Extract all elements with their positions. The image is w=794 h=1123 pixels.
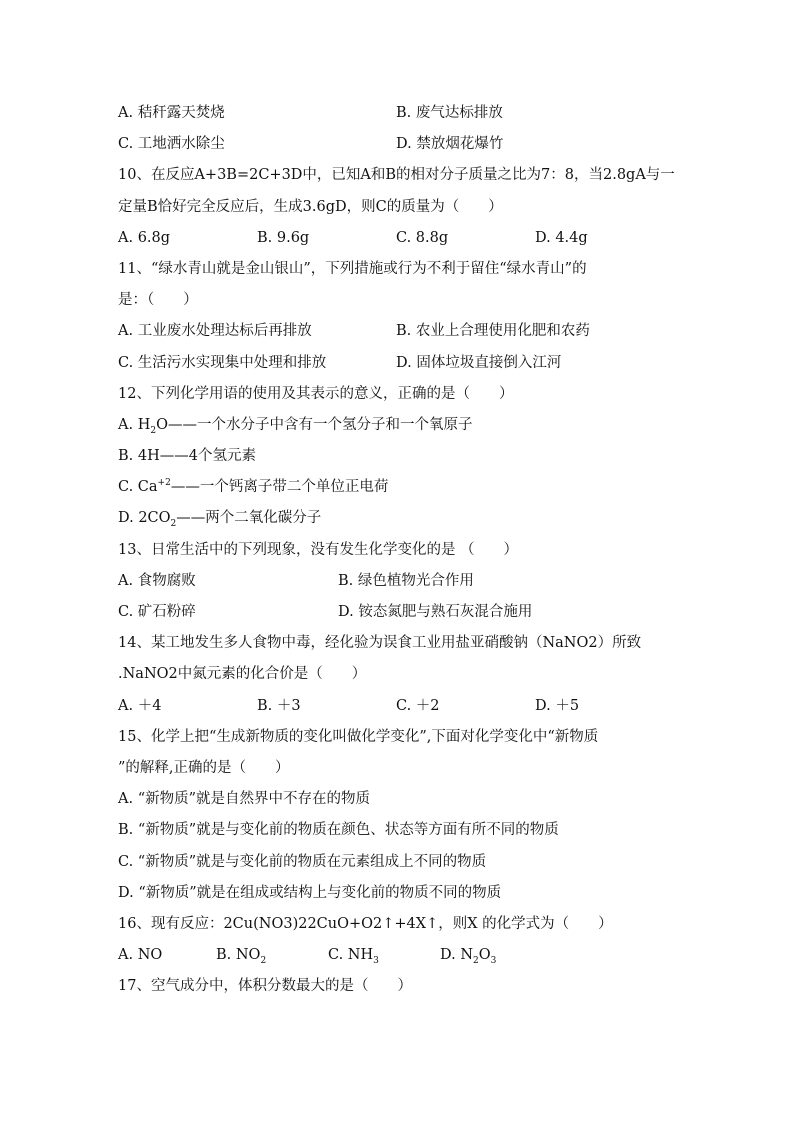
q14-option-b: B. ＋3 xyxy=(257,697,301,714)
q14-option-a: A. ＋4 xyxy=(118,697,162,714)
q11-option-d: D. 固体垃圾直接倒入江河 xyxy=(396,354,562,371)
q14-option-d: D. ＋5 xyxy=(535,697,580,714)
q14-options-row xyxy=(118,691,678,722)
q9-options-row-2 xyxy=(118,129,678,160)
q16-option-d-text-mid: O xyxy=(478,947,491,964)
q16-options-row xyxy=(118,940,678,971)
q12-option-c xyxy=(118,472,678,503)
q15-stem-line-1: 15、化学上把“生成新物质的变化叫做化学变化”,下面对化学变化中“新物质 xyxy=(118,728,599,745)
q10-option-a: A. 6.8g xyxy=(118,229,171,246)
q12-option-d-prefix: D. 2CO xyxy=(118,510,171,527)
q12-option-c-prefix: C. Ca xyxy=(118,479,158,496)
q12-option-a-prefix: A. H xyxy=(118,416,151,433)
q9-option-a: A. 秸秆露天焚烧 xyxy=(118,105,225,121)
q12-option-c-text: ——一个钙离子带二个单位正电荷 xyxy=(170,479,389,496)
q9-option-d: D. 禁放烟花爆竹 xyxy=(396,136,504,153)
q10-stem-line-2: 定量B恰好完全反应后，生成3.6gD，则C的质量为（ ） xyxy=(118,198,503,215)
q16-option-b-text: B. NO xyxy=(216,947,261,964)
q16-option-c-subscript: 3 xyxy=(373,955,379,966)
q15-option-d: D. “新物质”就是在组成或结构上与变化前的物质不同的物质 xyxy=(118,884,502,901)
q16-option-c-text: C. NH xyxy=(328,947,374,964)
q11-stem-line-2: 是：（ ） xyxy=(118,292,198,309)
question-list xyxy=(118,98,678,1002)
q14-option-c: C. ＋2 xyxy=(396,697,440,714)
q11-option-c: C. 生活污水实现集中处理和排放 xyxy=(118,354,327,371)
q17-stem: 17、空气成分中，体积分数最大的是（ ） xyxy=(118,978,412,995)
q13-options-row-2 xyxy=(118,597,678,628)
q11-option-a: A. 工业废水处理达标后再排放 xyxy=(118,323,312,340)
q13-option-c: C. 矿石粉碎 xyxy=(118,604,196,620)
q16-option-d-subscript-2: 3 xyxy=(490,955,497,966)
q12-option-a-text: O——一个水分子中含有一个氢分子和一个氧原子 xyxy=(156,416,473,433)
q15-option-c: C. “新物质”就是与变化前的物质在元素组成上不同的物质 xyxy=(118,853,487,870)
q14-stem-line-1: 14、某工地发生多人食物中毒，经化验为误食工业用盐亚硝酸钠（NaNO2）所致 xyxy=(118,635,642,652)
q12-option-c-superscript: +2 xyxy=(157,478,171,489)
q12-option-d xyxy=(118,503,678,534)
q12-option-d-subscript: 2 xyxy=(170,519,177,530)
q15-option-b: B. “新物质”就是与变化前的物质在颜色、状态等方面有所不同的物质 xyxy=(118,822,559,839)
q16-option-c xyxy=(328,940,440,971)
q13-options-row-1 xyxy=(118,566,678,597)
q16-option-b-subscript: 2 xyxy=(260,955,267,966)
q15-stem-line-2: ”的解释,正确的是（ ） xyxy=(118,759,290,776)
q16-option-b xyxy=(216,940,328,971)
q10-options-row xyxy=(118,223,678,254)
q13-stem: 13、日常生活中的下列现象，没有发生化学变化的是 （ ） xyxy=(118,541,519,558)
q13-option-d: D. 铵态氮肥与熟石灰混合施用 xyxy=(338,604,533,620)
q16-option-a: A. NO xyxy=(118,947,163,964)
q12-option-a xyxy=(118,410,678,441)
q10-stem-line-1: 10、在反应A+3B=2C+3D中，已知A和B的相对分子质量之比为7：8，当2.8gA与一 xyxy=(118,167,675,184)
q13-option-a: A. 食物腐败 xyxy=(118,572,196,589)
q11-options-row-1 xyxy=(118,316,678,347)
q12-stem: 12、下列化学用语的使用及其表示的意义，正确的是（ ） xyxy=(118,385,514,402)
q11-stem-line-1: 11、“绿水青山就是金山银山”，下列措施或行为不利于留住“绿水青山”的 xyxy=(118,260,587,277)
q9-option-b: B. 废气达标排放 xyxy=(396,105,503,121)
q16-option-d xyxy=(440,940,496,971)
q9-option-c: C. 工地洒水除尘 xyxy=(118,136,225,153)
q14-stem-line-2: .NaNO2中氮元素的化合价是（ ） xyxy=(118,666,367,683)
q13-option-b: B. 绿色植物光合作用 xyxy=(338,572,474,589)
q11-option-b: B. 农业上合理使用化肥和农药 xyxy=(396,323,590,340)
q10-option-c: C. 8.8g xyxy=(396,229,449,246)
q16-stem: 16、现有反应：2Cu(NO3)22CuO+O2↑+4X↑，则X 的化学式为（ ） xyxy=(118,915,613,932)
q12-option-b: B. 4H——4个氢元素 xyxy=(118,448,256,465)
q12-option-d-text: ——两个二氧化碳分子 xyxy=(176,510,322,527)
q12-option-a-subscript: 2 xyxy=(150,425,157,436)
q10-option-d: D. 4.4g xyxy=(535,229,588,246)
q11-options-row-2 xyxy=(118,348,678,379)
q15-option-a: A. “新物质”就是自然界中不存在的物质 xyxy=(118,791,371,808)
q9-options-row-1 xyxy=(118,98,678,129)
q10-option-b: B. 9.6g xyxy=(257,229,310,246)
q16-option-d-subscript-1: 2 xyxy=(473,955,479,966)
q16-option-d-text: D. N xyxy=(440,947,474,964)
